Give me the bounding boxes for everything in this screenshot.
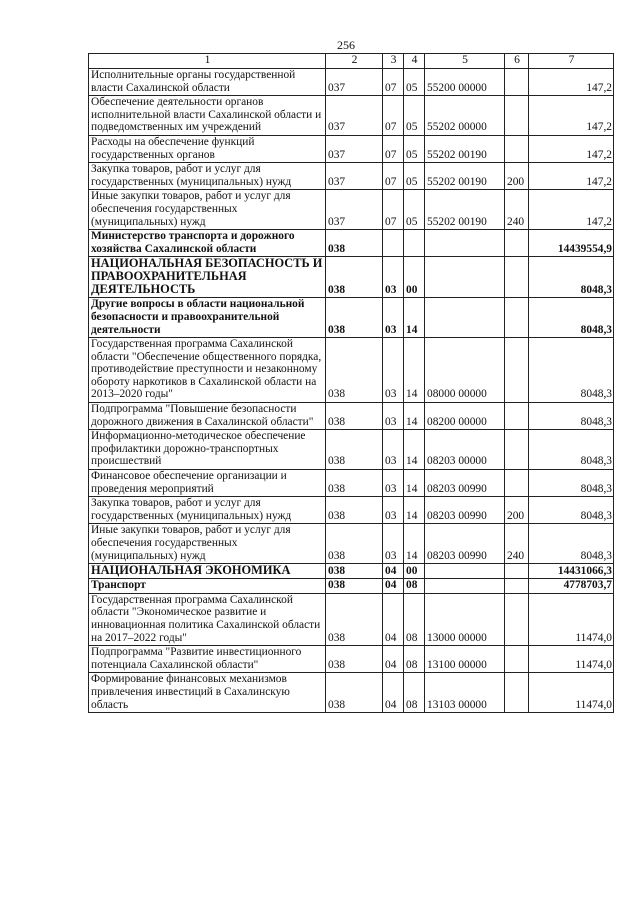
row-section-code-cell: 03	[383, 338, 404, 403]
row-subsection-code-cell	[404, 230, 425, 257]
row-amount-cell: 147,2	[529, 135, 614, 162]
table-row	[89, 338, 614, 403]
row-amount-cell: 8048,3	[529, 497, 614, 524]
row-subsection-code-cell: 05	[404, 69, 425, 96]
row-expense-type-cell	[505, 564, 529, 579]
budget-table	[88, 53, 614, 713]
row-section-code-cell: 04	[383, 579, 404, 594]
row-subsection-code-cell: 00	[404, 257, 425, 298]
row-amount-cell: 147,2	[529, 69, 614, 96]
row-target-item-cell	[425, 579, 505, 594]
row-section-code-cell	[383, 230, 404, 257]
row-section-code-cell: 04	[383, 673, 404, 713]
row-section-code-cell: 04	[383, 564, 404, 579]
row-name-cell: Расходы на обеспечение функций государственных органов	[89, 135, 326, 162]
row-target-item-cell: 13100 00000	[425, 646, 505, 673]
row-subsection-code-cell: 14	[404, 524, 425, 564]
row-expense-type-cell	[505, 593, 529, 645]
row-target-item-cell: 13000 00000	[425, 593, 505, 645]
row-expense-type-cell	[505, 230, 529, 257]
table-row	[89, 579, 614, 594]
row-amount-cell: 8048,3	[529, 257, 614, 298]
page-number: 256	[337, 38, 355, 52]
row-name-cell: НАЦИОНАЛЬНАЯ ЭКОНОМИКА	[89, 564, 326, 579]
row-target-item-cell: 08203 00990	[425, 497, 505, 524]
table-row	[89, 298, 614, 338]
row-expense-type-cell: 240	[505, 524, 529, 564]
row-subsection-code-cell: 08	[404, 646, 425, 673]
row-target-item-cell: 55202 00190	[425, 190, 505, 230]
table-row	[89, 257, 614, 298]
row-amount-cell: 8048,3	[529, 298, 614, 338]
row-name-cell: Формирование финансовых механизмов привлечения инвестиций в Сахалинскую область	[89, 673, 326, 713]
row-ministry-code-cell: 037	[326, 190, 383, 230]
row-expense-type-cell	[505, 257, 529, 298]
row-name-cell: Закупка товаров, работ и услуг для государственных (муниципальных) нужд	[89, 497, 326, 524]
row-subsection-code-cell: 05	[404, 96, 425, 136]
row-name-cell: Закупка товаров, работ и услуг для государственных (муниципальных) нужд	[89, 163, 326, 190]
row-ministry-code-cell: 038	[326, 646, 383, 673]
row-ministry-code-cell: 038	[326, 524, 383, 564]
row-target-item-cell: 55200 00000	[425, 69, 505, 96]
row-amount-cell: 147,2	[529, 190, 614, 230]
row-expense-type-cell	[505, 338, 529, 403]
row-expense-type-cell: 200	[505, 163, 529, 190]
header-cell: 4	[404, 54, 425, 69]
row-target-item-cell: 55202 00190	[425, 163, 505, 190]
header-cell: 7	[529, 54, 614, 69]
row-name-cell: Подпрограмма "Развитие инвестиционного потенциала Сахалинской области"	[89, 646, 326, 673]
row-ministry-code-cell: 037	[326, 163, 383, 190]
row-expense-type-cell	[505, 579, 529, 594]
row-expense-type-cell	[505, 673, 529, 713]
row-expense-type-cell	[505, 646, 529, 673]
row-ministry-code-cell: 038	[326, 564, 383, 579]
row-target-item-cell	[425, 298, 505, 338]
header-cell: 1	[89, 54, 326, 69]
row-expense-type-cell	[505, 470, 529, 497]
row-section-code-cell: 03	[383, 257, 404, 298]
row-name-cell: Обеспечение деятельности органов исполнительной власти Сахалинской области и подведомственных им учреждений	[89, 96, 326, 136]
row-expense-type-cell: 200	[505, 497, 529, 524]
table-row	[89, 69, 614, 96]
row-amount-cell: 8048,3	[529, 338, 614, 403]
table-header-row	[89, 54, 614, 69]
row-name-cell: Иные закупки товаров, работ и услуг для обеспечения государственных (муниципальных) нужд	[89, 524, 326, 564]
header-cell: 5	[425, 54, 505, 69]
budget-table-body	[89, 54, 614, 713]
row-target-item-cell	[425, 230, 505, 257]
table-row	[89, 646, 614, 673]
header-cell: 6	[505, 54, 529, 69]
row-subsection-code-cell: 08	[404, 579, 425, 594]
row-section-code-cell: 04	[383, 593, 404, 645]
row-name-cell: НАЦИОНАЛЬНАЯ БЕЗОПАСНОСТЬ И ПРАВООХРАНИТЕЛЬНАЯ ДЕЯТЕЛЬНОСТЬ	[89, 257, 326, 298]
row-subsection-code-cell: 08	[404, 593, 425, 645]
table-row	[89, 190, 614, 230]
row-target-item-cell: 55202 00190	[425, 135, 505, 162]
row-ministry-code-cell: 037	[326, 69, 383, 96]
row-ministry-code-cell: 037	[326, 96, 383, 136]
row-name-cell: Исполнительные органы государственной власти Сахалинской области	[89, 69, 326, 96]
row-section-code-cell: 03	[383, 430, 404, 470]
row-name-cell: Министерство транспорта и дорожного хозяйства Сахалинской области	[89, 230, 326, 257]
row-subsection-code-cell: 14	[404, 470, 425, 497]
row-section-code-cell: 03	[383, 497, 404, 524]
row-target-item-cell: 08203 00990	[425, 470, 505, 497]
row-amount-cell: 11474,0	[529, 646, 614, 673]
row-expense-type-cell	[505, 430, 529, 470]
row-target-item-cell: 08200 00000	[425, 403, 505, 430]
row-target-item-cell: 13103 00000	[425, 673, 505, 713]
row-section-code-cell: 03	[383, 403, 404, 430]
row-amount-cell: 147,2	[529, 96, 614, 136]
row-subsection-code-cell: 05	[404, 163, 425, 190]
row-amount-cell: 8048,3	[529, 403, 614, 430]
row-amount-cell: 8048,3	[529, 524, 614, 564]
row-amount-cell: 11474,0	[529, 593, 614, 645]
row-ministry-code-cell: 038	[326, 673, 383, 713]
row-amount-cell: 4778703,7	[529, 579, 614, 594]
row-name-cell: Государственная программа Сахалинской области "Обеспечение общественного порядка, противодействие преступности и незаконному обороту наркотиков в Сахалинской области на 2013–2020 годы"	[89, 338, 326, 403]
row-ministry-code-cell: 038	[326, 579, 383, 594]
row-section-code-cell: 04	[383, 646, 404, 673]
table-row	[89, 497, 614, 524]
table-row	[89, 470, 614, 497]
row-expense-type-cell	[505, 403, 529, 430]
row-subsection-code-cell: 05	[404, 190, 425, 230]
row-subsection-code-cell: 05	[404, 135, 425, 162]
row-target-item-cell	[425, 564, 505, 579]
row-section-code-cell: 07	[383, 190, 404, 230]
row-section-code-cell: 07	[383, 135, 404, 162]
row-ministry-code-cell: 038	[326, 257, 383, 298]
row-section-code-cell: 07	[383, 96, 404, 136]
row-ministry-code-cell: 038	[326, 430, 383, 470]
row-section-code-cell: 03	[383, 524, 404, 564]
row-ministry-code-cell: 038	[326, 338, 383, 403]
row-expense-type-cell	[505, 96, 529, 136]
header-cell: 3	[383, 54, 404, 69]
row-ministry-code-cell: 038	[326, 497, 383, 524]
row-ministry-code-cell: 037	[326, 135, 383, 162]
row-expense-type-cell	[505, 69, 529, 96]
row-section-code-cell: 03	[383, 298, 404, 338]
row-target-item-cell: 08203 00990	[425, 524, 505, 564]
row-ministry-code-cell: 038	[326, 470, 383, 497]
row-expense-type-cell	[505, 135, 529, 162]
row-section-code-cell: 07	[383, 163, 404, 190]
row-amount-cell: 8048,3	[529, 430, 614, 470]
row-target-item-cell	[425, 257, 505, 298]
row-subsection-code-cell: 08	[404, 673, 425, 713]
row-subsection-code-cell: 14	[404, 338, 425, 403]
row-name-cell: Финансовое обеспечение организации и проведения мероприятий	[89, 470, 326, 497]
row-target-item-cell: 08000 00000	[425, 338, 505, 403]
table-row	[89, 524, 614, 564]
row-amount-cell: 14439554,9	[529, 230, 614, 257]
row-ministry-code-cell: 038	[326, 593, 383, 645]
row-name-cell: Государственная программа Сахалинской области "Экономическое развитие и инновационная политика Сахалинской области на 2017–2022 годы"	[89, 593, 326, 645]
table-row	[89, 593, 614, 645]
row-name-cell: Подпрограмма "Повышение безопасности дорожного движения в Сахалинской области"	[89, 403, 326, 430]
row-ministry-code-cell: 038	[326, 403, 383, 430]
row-expense-type-cell: 240	[505, 190, 529, 230]
row-ministry-code-cell: 038	[326, 298, 383, 338]
row-subsection-code-cell: 14	[404, 403, 425, 430]
row-section-code-cell: 03	[383, 470, 404, 497]
table-row	[89, 135, 614, 162]
row-target-item-cell: 08203 00000	[425, 430, 505, 470]
row-name-cell: Другие вопросы в области национальной безопасности и правоохранительной деятельности	[89, 298, 326, 338]
row-expense-type-cell	[505, 298, 529, 338]
row-subsection-code-cell: 14	[404, 298, 425, 338]
row-subsection-code-cell: 14	[404, 430, 425, 470]
row-name-cell: Транспорт	[89, 579, 326, 594]
row-amount-cell: 14431066,3	[529, 564, 614, 579]
table-row	[89, 96, 614, 136]
table-row	[89, 403, 614, 430]
row-name-cell: Информационно-методическое обеспечение профилактики дорожно-транспортных происшествий	[89, 430, 326, 470]
table-row	[89, 564, 614, 579]
row-target-item-cell: 55202 00000	[425, 96, 505, 136]
table-row	[89, 673, 614, 713]
row-subsection-code-cell: 14	[404, 497, 425, 524]
row-subsection-code-cell: 00	[404, 564, 425, 579]
table-row	[89, 230, 614, 257]
row-section-code-cell: 07	[383, 69, 404, 96]
table-row	[89, 430, 614, 470]
table-row	[89, 163, 614, 190]
row-amount-cell: 8048,3	[529, 470, 614, 497]
header-cell: 2	[326, 54, 383, 69]
row-name-cell: Иные закупки товаров, работ и услуг для обеспечения государственных (муниципальных) нужд	[89, 190, 326, 230]
row-ministry-code-cell: 038	[326, 230, 383, 257]
row-amount-cell: 11474,0	[529, 673, 614, 713]
row-amount-cell: 147,2	[529, 163, 614, 190]
